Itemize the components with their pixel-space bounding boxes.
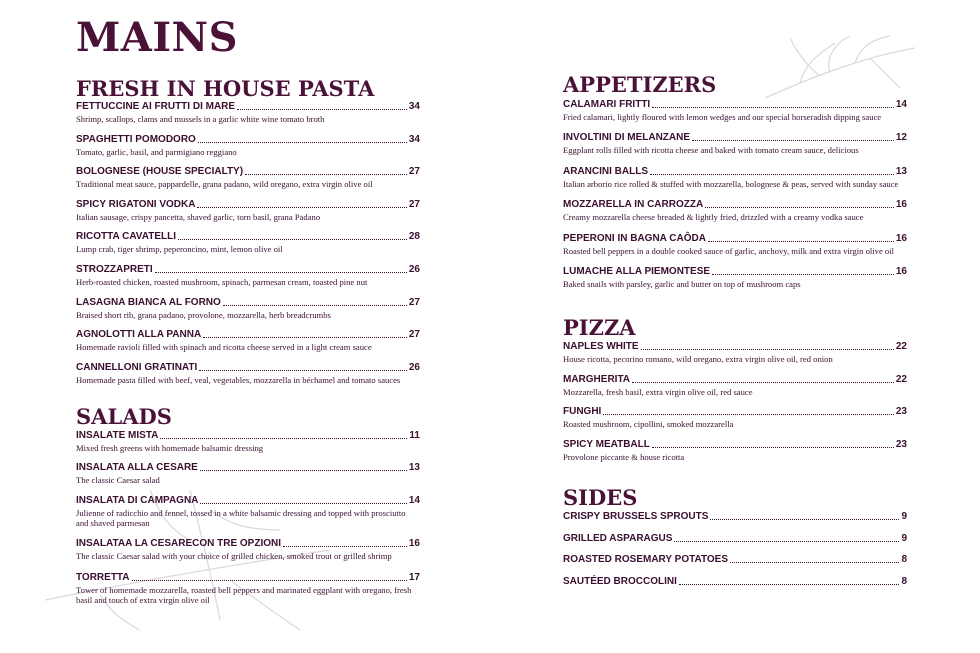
- menu-item-name: INSALATA ALLA CESARE: [76, 462, 198, 473]
- menu-item-description: House ricotta, pecorino romano, wild oregano, extra virgin olive oil, red onion: [563, 354, 833, 364]
- dot-leader: [710, 519, 899, 520]
- menu-item-price: 9: [901, 532, 907, 544]
- menu-item-description: Braised short rib, grana padano, provolone, mozzarella, herb breadcrumbs: [76, 309, 331, 320]
- menu-item-price: 11: [409, 430, 420, 441]
- dot-leader: [730, 562, 899, 563]
- menu-item: [76, 264, 420, 287]
- menu-item-description: Traditional meat sauce, pappardelle, grana padano, wild oregano, extra virgin olive oil: [76, 179, 373, 190]
- right-column: [563, 0, 907, 653]
- dot-leader: [197, 207, 406, 208]
- menu-item-line: [76, 495, 420, 507]
- menu-item: [563, 99, 907, 122]
- dot-leader: [674, 541, 899, 542]
- menu-item-line: [76, 199, 420, 211]
- dot-leader: [223, 305, 407, 306]
- dot-leader: [603, 414, 894, 415]
- menu-item-price: 26: [408, 264, 420, 275]
- menu-item-description: Lump crab, tiger shrimp, peperoncino, mint, lemon olive oil: [76, 244, 283, 255]
- menu-item-price: 26: [408, 361, 420, 373]
- dot-leader: [132, 580, 407, 581]
- menu-item-price: 22: [895, 341, 907, 352]
- dot-leader: [245, 174, 407, 175]
- menu-item-price: 16: [895, 232, 907, 244]
- menu-item-description: The classic Caesar salad with your choice of grilled chicken, smoked trout or grilled shrimp: [76, 551, 392, 561]
- menu-item-description: Herb-roasted chicken, roasted mushroom, spinach, parmesan cream, toasted pine nut: [76, 277, 368, 287]
- menu-item-price: 27: [408, 329, 420, 341]
- menu-item-price: 27: [408, 296, 420, 308]
- menu-item-description: Mixed fresh greens with homemade balsamic dressing: [76, 443, 264, 453]
- menu-item-name: MARGHERITA: [563, 373, 631, 385]
- menu-item: [76, 329, 420, 352]
- menu-item: [76, 297, 420, 320]
- menu-item: [76, 199, 420, 222]
- menu-item-price: 28: [408, 231, 420, 243]
- menu-item-line: [76, 329, 420, 341]
- menu-item-line: [76, 264, 420, 276]
- menu-item-price: 13: [895, 165, 907, 177]
- menu-item: [76, 430, 420, 453]
- menu-item: [76, 462, 420, 485]
- menu-item-description: Fried calamari, lightly floured with lemon wedges and our special horseradish dipping sauce: [563, 112, 882, 122]
- menu-item-line: [76, 462, 420, 474]
- menu-item-name: PEPERONI IN BAGNA CAÔDA: [563, 232, 706, 244]
- page-title: MAINS: [76, 14, 238, 61]
- menu-item-price: 17: [408, 572, 420, 583]
- menu-item-name: TORRETTA: [76, 572, 130, 583]
- menu-item-price: 16: [408, 538, 420, 549]
- menu-item-line: [76, 134, 420, 146]
- menu-item: [76, 166, 420, 189]
- menu-item-line: [563, 266, 907, 278]
- menu-item-price: 12: [895, 132, 907, 144]
- menu-item-description: Homemade pasta filled with beef, veal, vegetables, mozzarella in béchamel and tomato sauces: [76, 374, 401, 385]
- menu-item: [76, 231, 420, 254]
- menu-item-line: [76, 362, 420, 374]
- menu-item-name: NAPLES WHITE: [563, 341, 639, 352]
- menu-item-name: STROZZAPRETI: [76, 264, 153, 275]
- menu-item-description: Roasted bell peppers in a double cooked sauce of garlic, anchovy, milk and extra virgin olive oil: [563, 245, 895, 256]
- menu-item-line: [563, 233, 907, 245]
- menu-item-name: ARANCINI BALLS: [563, 165, 648, 177]
- menu-item-line: [563, 576, 907, 588]
- menu-item-price: 34: [408, 133, 420, 145]
- dot-leader: [199, 370, 407, 371]
- dot-leader: [652, 107, 894, 108]
- menu-item-line: [563, 199, 907, 211]
- menu-item: [563, 199, 907, 222]
- menu-item: [563, 554, 907, 566]
- menu-item-price: 8: [901, 575, 907, 587]
- menu-item: [76, 495, 420, 528]
- menu-item-name: INSALATAA LA CESARECON TRE OPZIONI: [76, 538, 281, 549]
- menu-item-line: [76, 231, 420, 243]
- menu-item-price: 27: [408, 198, 420, 210]
- menu-item-price: 34: [408, 101, 420, 112]
- section-title-pizza: PIZZA: [563, 315, 636, 340]
- menu-item-name: LUMACHE ALLA PIEMONTESE: [563, 266, 711, 277]
- menu-item: [76, 572, 420, 605]
- menu-item: [76, 538, 420, 561]
- dot-leader: [178, 239, 407, 240]
- menu-item: [563, 406, 907, 429]
- menu-item-description: Homemade ravioli filled with spinach and ricotta cheese served in a light cream sauce: [76, 342, 372, 353]
- menu-item-name: CRISPY BRUSSELS SPROUTS: [563, 511, 709, 522]
- menu-item-description: Tomato, garlic, basil, and parmigiano reggiano: [76, 146, 237, 157]
- menu-item: [563, 132, 907, 155]
- menu-item-name: SPICY MEATBALL: [563, 438, 650, 450]
- menu-item: [76, 362, 420, 385]
- dot-leader: [155, 272, 407, 273]
- menu-item-line: [563, 406, 907, 418]
- dot-leader: [650, 174, 894, 175]
- menu-item-line: [563, 374, 907, 386]
- menu-item-description: The classic Caesar salad: [76, 475, 160, 485]
- dot-leader: [705, 207, 894, 208]
- dot-leader: [632, 382, 894, 383]
- menu-item-description: Julienne of radicchio and fennel, tossed in a white balsamic dressing and topped with prosciutto and shaved parmesan: [76, 508, 406, 528]
- menu-item-description: Creamy mozzarella cheese breaded & lightly fried, drizzled with a creamy vodka sauce: [563, 212, 864, 223]
- dot-leader: [237, 109, 407, 110]
- menu-item-description: Italian sausage, crispy pancetta, shaved garlic, torn basil, grana Padano: [76, 211, 321, 222]
- menu-item-price: 16: [895, 199, 907, 211]
- menu-item-line: [563, 439, 907, 451]
- menu-item: [76, 101, 420, 124]
- menu-item-name: CALAMARI FRITTI: [563, 99, 651, 110]
- section-title-salads: SALADS: [76, 404, 172, 429]
- dot-leader: [200, 470, 407, 471]
- menu-item: [563, 266, 907, 289]
- menu-item-line: [563, 132, 907, 144]
- menu-item-price: 16: [895, 266, 907, 277]
- menu-item-name: AGNOLOTTI ALLA PANNA: [76, 329, 202, 341]
- menu-item-price: 23: [895, 438, 907, 450]
- menu-item: [76, 134, 420, 157]
- dot-leader: [692, 140, 894, 141]
- menu-item-name: LASAGNA BIANCA AL FORNO: [76, 296, 221, 308]
- menu-item-description: Tower of homemade mozzarella, roasted bell peppers and marinated eggplant with oregano, fresh basil and touch of extra virgin olive oil: [76, 585, 412, 605]
- menu-item: [563, 166, 907, 189]
- menu-item: [563, 576, 907, 588]
- menu-item-name: FETTUCCINE AI FRUTTI DI MARE: [76, 101, 236, 112]
- menu-item-line: [563, 166, 907, 178]
- dot-leader: [203, 337, 407, 338]
- menu-item-description: Baked snails with parsley, garlic and butter on top of mushroom caps: [563, 279, 801, 289]
- dot-leader: [283, 546, 407, 547]
- menu-item-name: FUNGHI: [563, 406, 602, 418]
- dot-leader: [708, 241, 894, 242]
- dot-leader: [198, 142, 407, 143]
- menu-item-price: 8: [901, 554, 907, 565]
- menu-item-price: 13: [408, 462, 420, 473]
- menu-item: [563, 374, 907, 397]
- dot-leader: [160, 438, 407, 439]
- menu-item-price: 9: [901, 511, 907, 522]
- menu-item-name: MOZZARELLA IN CARROZZA: [563, 199, 704, 211]
- menu-item-line: [563, 99, 907, 111]
- menu-item-name: INVOLTINI DI MELANZANE: [563, 132, 691, 144]
- menu-item-description: Provolone piccante & house ricotta: [563, 451, 685, 462]
- left-column: [76, 0, 420, 653]
- menu-item-name: SPAGHETTI POMODORO: [76, 133, 196, 145]
- menu-item: [563, 341, 907, 364]
- menu-item-name: INSALATE MISTA: [76, 430, 159, 441]
- menu-item-line: [76, 101, 420, 113]
- menu-item-name: INSALATA DI CAMPAGNA: [76, 495, 199, 506]
- section-title-appetizers: APPETIZERS: [563, 72, 717, 97]
- menu-item-line: [76, 430, 420, 442]
- menu-item: [563, 439, 907, 462]
- menu-item-description: Italian arborio rice rolled & stuffed with mozzarella, bolognese & peas, served with sunday sauce: [563, 178, 899, 189]
- menu-item-line: [76, 166, 420, 178]
- section-title-sides: SIDES: [563, 485, 638, 510]
- menu-item-name: BOLOGNESE (HOUSE SPECIALTY): [76, 166, 244, 178]
- menu-item-line: [76, 297, 420, 309]
- menu-item-description: Shrimp, scallops, clams and mussels in a garlic white wine tomato broth: [76, 114, 325, 124]
- menu-item-line: [76, 572, 420, 584]
- section-title-pasta: FRESH IN HOUSE PASTA: [76, 76, 375, 101]
- menu-item-name: GRILLED ASPARAGUS: [563, 532, 673, 544]
- menu-item-description: Eggplant rolls filled with ricotta cheese and baked with tomato cream sauce, delicious: [563, 145, 859, 156]
- menu-item-description: Mozzarella, fresh basil, extra virgin olive oil, red sauce: [563, 386, 753, 397]
- menu-item-name: CANNELLONI GRATINATI: [76, 361, 198, 373]
- dot-leader: [641, 349, 894, 350]
- dot-leader: [712, 274, 894, 275]
- dot-leader: [679, 584, 900, 585]
- menu-item-price: 23: [895, 406, 907, 418]
- menu-item-price: 27: [408, 166, 420, 178]
- menu-item-name: SPICY RIGATONI VODKA: [76, 198, 196, 210]
- dot-leader: [652, 447, 894, 448]
- menu-item-description: Roasted mushroom, cipollini, smoked mozzarella: [563, 419, 734, 430]
- menu-item-line: [563, 511, 907, 523]
- menu-item-line: [76, 538, 420, 550]
- menu-item-name: ROASTED ROSEMARY POTATOES: [563, 554, 729, 565]
- dot-leader: [200, 503, 406, 504]
- menu-item-price: 14: [895, 99, 907, 110]
- menu-item-price: 22: [895, 373, 907, 385]
- menu-item: [563, 233, 907, 256]
- menu-item-price: 14: [408, 495, 420, 506]
- menu-item-name: SAUTÉED BROCCOLINI: [563, 575, 677, 587]
- menu-item-line: [563, 533, 907, 545]
- menu-item: [563, 533, 907, 545]
- menu-item-name: RICOTTA CAVATELLI: [76, 231, 176, 243]
- menu-item-line: [563, 554, 907, 566]
- menu-item-line: [563, 341, 907, 353]
- menu-item: [563, 511, 907, 523]
